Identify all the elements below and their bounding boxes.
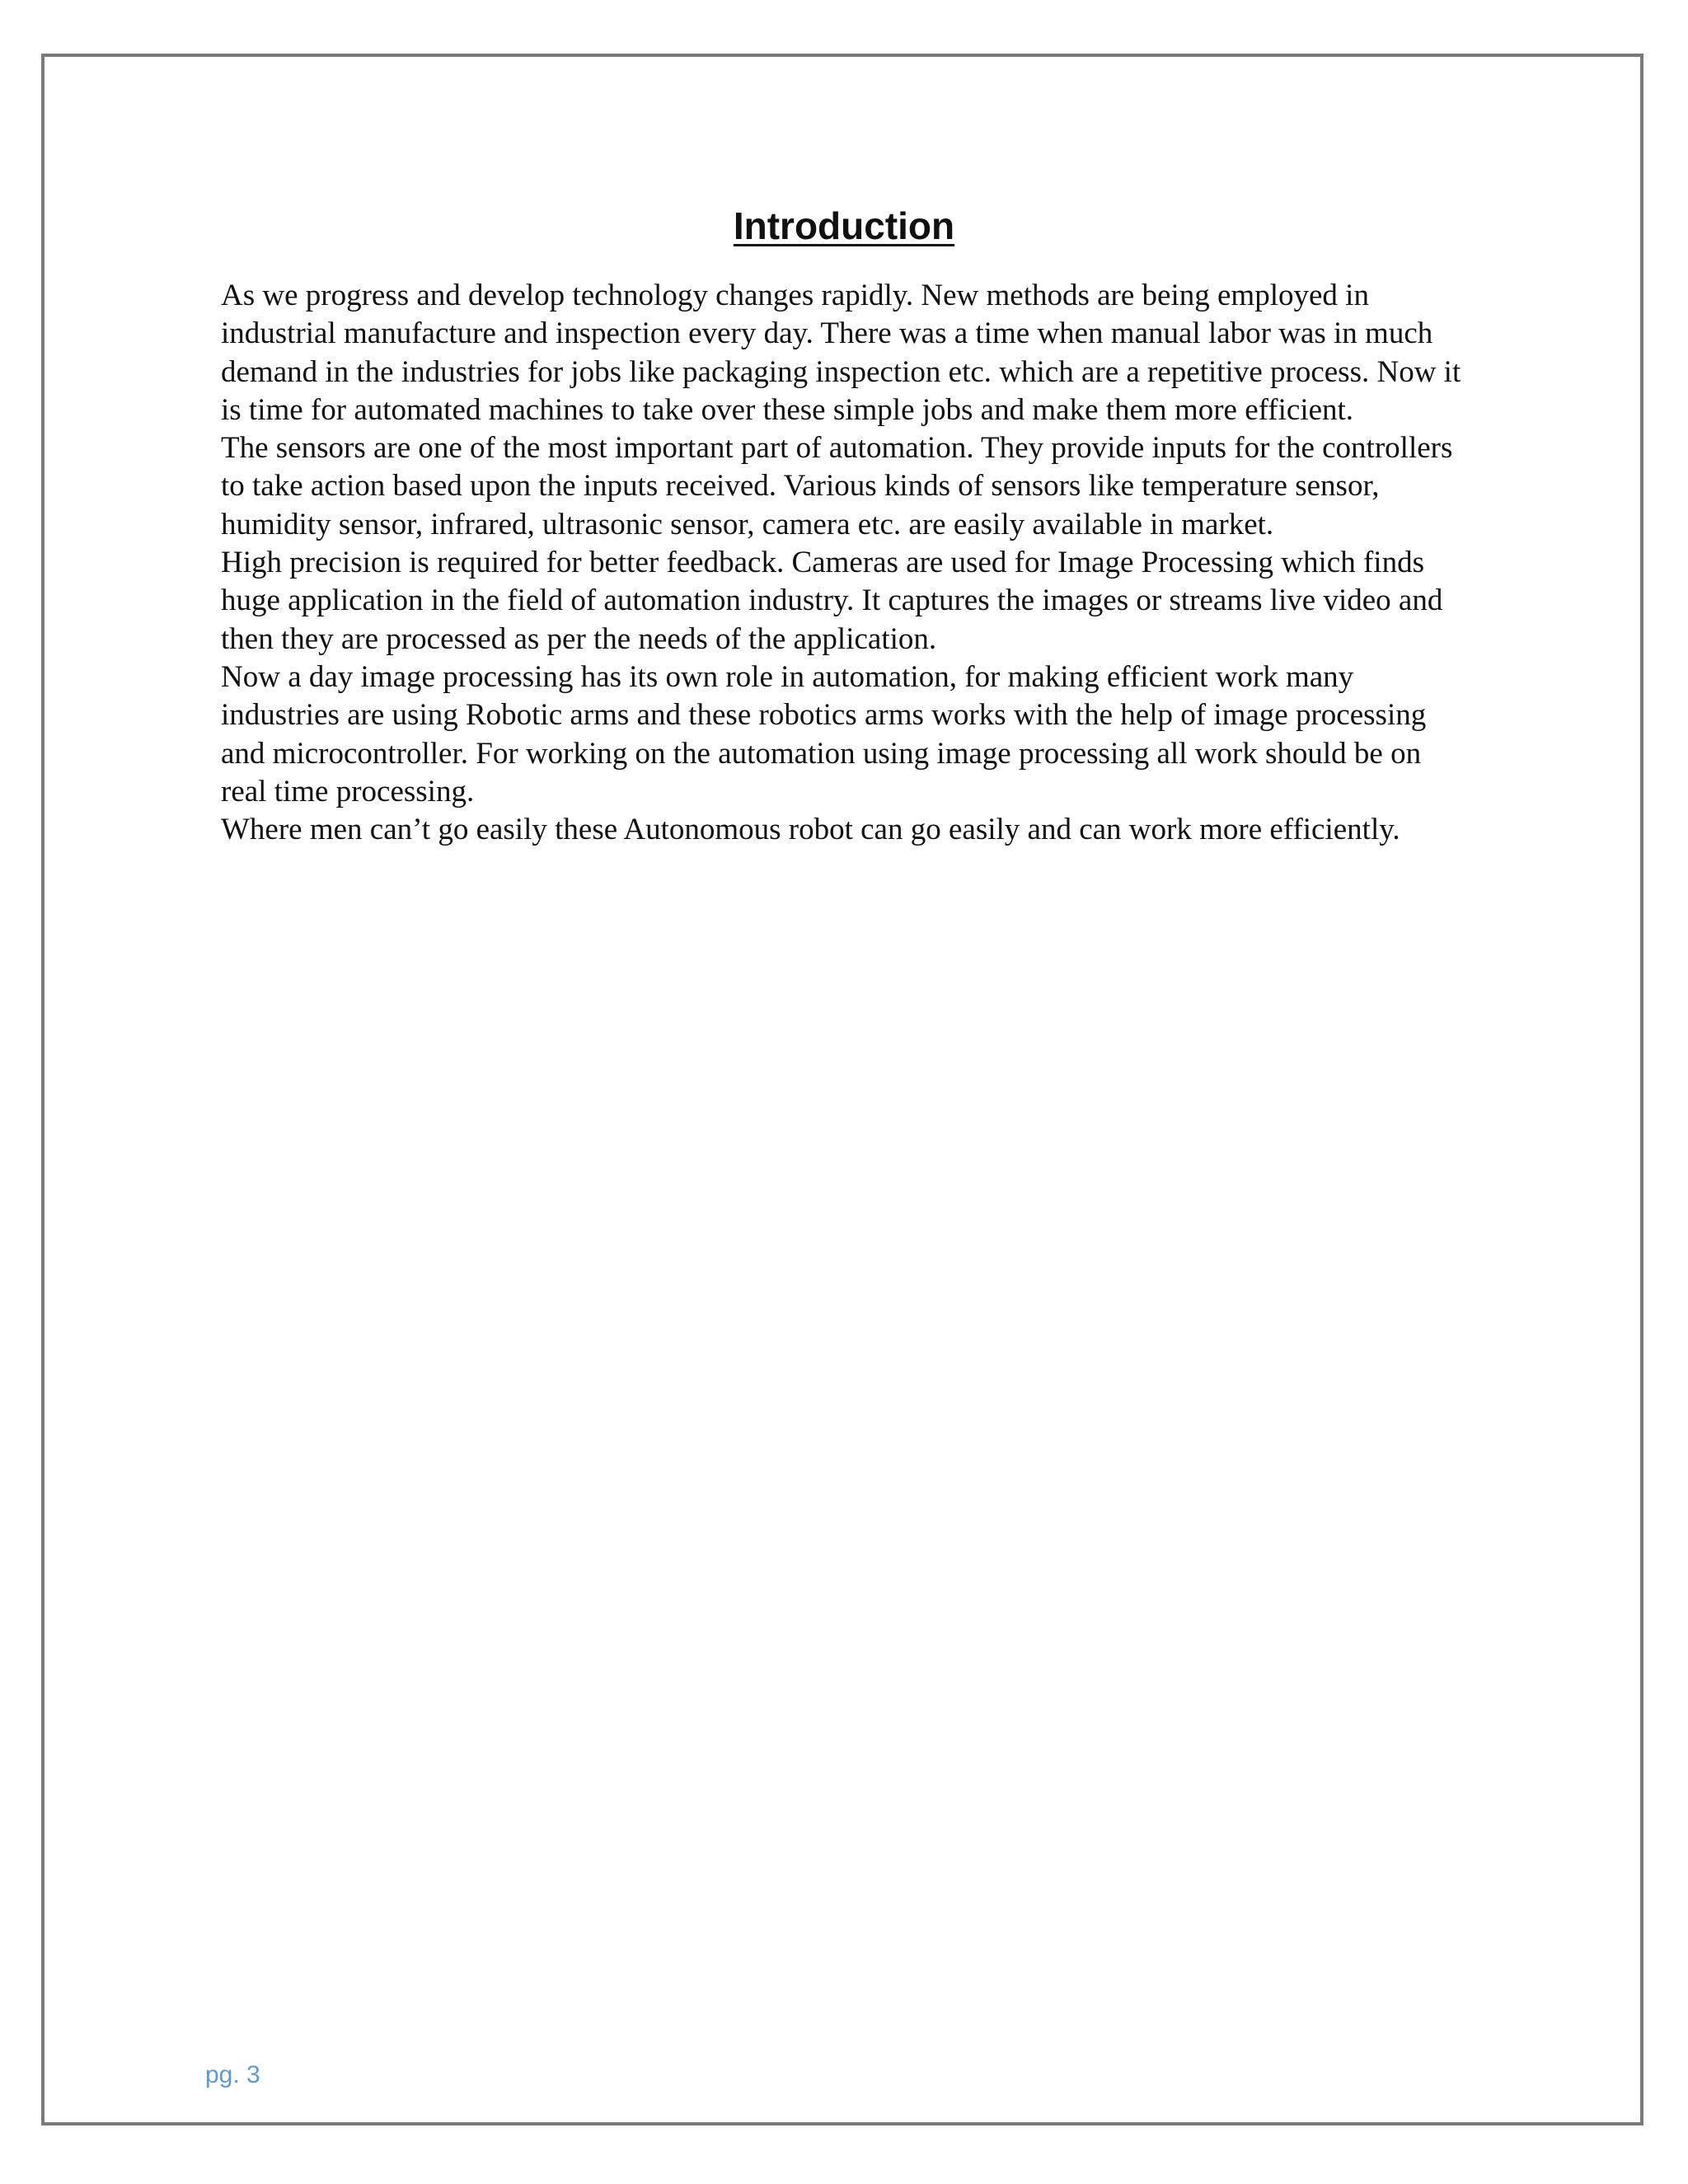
paragraph-5: Where men can’t go easily these Autonomous robot can go easily and can work more efficiently.: [221, 813, 1400, 847]
body-text: [221, 277, 1474, 849]
page-title-text: Introduction: [733, 204, 955, 247]
paragraph-4: Now a day image processing has its own role in automation, for making efficient work many industries are using Robotic arms and these robotics arms works with the help of image processing and microcontroller. For working on the automation using image processing all work should be on real time processing.: [221, 659, 1427, 808]
paragraph-3: High precision is required for better feedback. Cameras are used for Image Processing which finds huge application in the field of automation industry. It captures the images or streams live video and then they are processed as per the needs of the application.: [221, 546, 1443, 656]
page-title: [0, 201, 1688, 251]
paragraph-1: As we progress and develop technology changes rapidly. New methods are being employed in industrial manufacture and inspection every day. There was a time when manual labor was in much demand in the industries for jobs like packaging inspection etc. which are a repetitive process. Now it is time for automated machines to take over these simple jobs and make them more efficient.: [221, 279, 1461, 427]
paragraph-2: The sensors are one of the most important part of automation. They provide inputs for the controllers to take action based upon the inputs received. Various kinds of sensors like temperature sensor, humidity sensor, infrared, ultrasonic sensor, camera etc. are easily available in market.: [221, 431, 1453, 541]
page-number: pg. 3: [205, 2061, 260, 2088]
